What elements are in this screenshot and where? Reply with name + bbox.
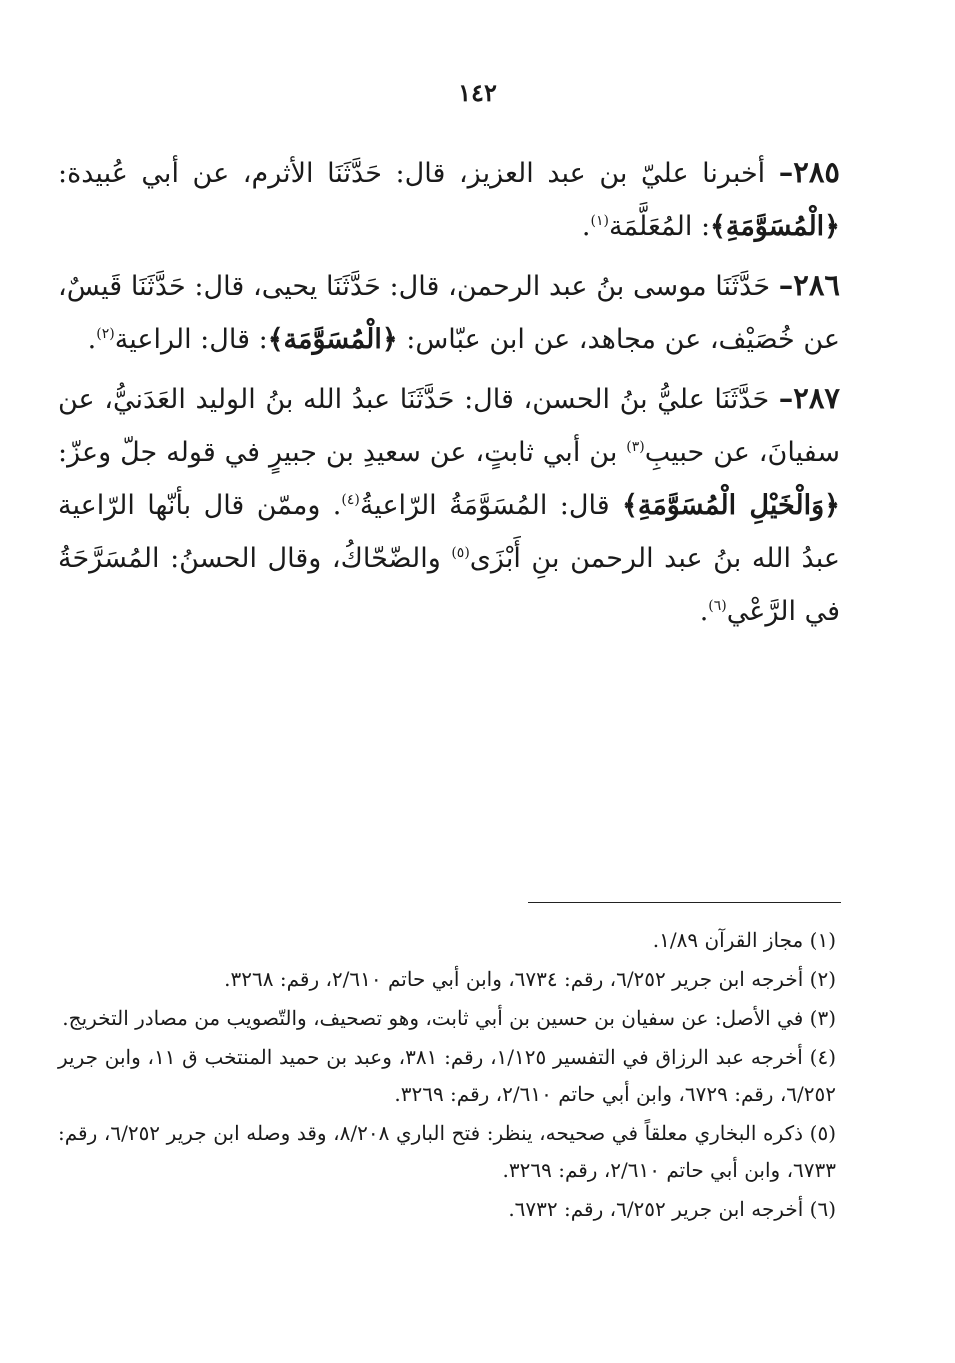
- entry-text: . وممّن قال بأنّها الرّاعية عبدُ الله بنُ عبد الرحمن بنِ أَبْزَى: [58, 490, 840, 574]
- entry-text: حَدَّثَنَا عليُّ بنُ الحسن، قال: حَدَّثَنَا عبدُ الله بنُ الوليد العَدَنيُّ، عن سفيانَ، عن حبيبِ: [58, 384, 840, 468]
- footnote-ref: (٥): [451, 545, 470, 561]
- entry-text: : المُعَلَّمَة: [608, 211, 711, 242]
- entry-number: ٢٨٧: [793, 381, 840, 415]
- footnote-ref: (٤): [341, 492, 360, 508]
- entry-end: .: [581, 211, 591, 242]
- entry-dash: –: [778, 268, 794, 302]
- footnote-number: (٤): [809, 1045, 836, 1069]
- footnote-divider: [528, 902, 841, 903]
- footnote-text: ذكره البخاري معلقاً في صحيحه، ينظر: فتح الباري ٨/٢٠٨، وقد وصله ابن جرير ٦/٢٥٢، رقم: ٦٧٣٣، وابن أبي حاتم ٢/٦١٠، رقم: ٣٢٦٩.: [58, 1121, 836, 1182]
- footnote-ref: (٢): [96, 326, 115, 342]
- footnote-1: [58, 922, 838, 959]
- quran-word: ﴿الْمُسَوَّمَة﴾: [267, 324, 398, 355]
- entry-text: حَدَّثَنَا موسى بنُ عبد الرحمن، قال: حَدَّثَنَا يحيى، قال: حَدَّثَنَا قَيسٌ، عن خُصَيْف، عن مجاهد، عن ابن عبّاس:: [58, 271, 840, 355]
- entry-text: أخبرنا عليّ بن عبد العزيز، قال: حَدَّثَنَا الأثرم، عن أبي عُبيدة:: [58, 158, 779, 189]
- footnote-number: (٢): [809, 967, 836, 991]
- entry-number: ٢٨٦: [793, 268, 840, 302]
- footnote-2: [58, 961, 838, 998]
- footnote-ref: (٦): [708, 598, 727, 614]
- footnote-number: (٣): [809, 1006, 836, 1030]
- entry-dash: –: [778, 381, 794, 415]
- entry-287: [58, 372, 840, 638]
- footnote-3: [58, 1000, 838, 1037]
- footnote-ref: (١): [590, 213, 609, 229]
- entry-text: قال: المُسَوَّمَةُ الرّاعيةُ: [359, 490, 623, 521]
- footnote-text: في الأصل: عن سفيان بن حسين بن أبي ثابت، وهو تصحيف، والتّصويب من مصادر التخريج.: [62, 1006, 810, 1030]
- footnote-ref: (٣): [626, 439, 645, 455]
- entry-text: بن أبي ثابتٍ، عن سعيدِ بن جبيرٍ في قوله جلّ وعزّ:: [58, 437, 627, 468]
- entry-text: : قال: الراعية: [114, 324, 268, 355]
- main-text: [58, 146, 840, 644]
- footnote-text: أخرجه ابن جرير ٦/٢٥٢، رقم: ٦٧٣٤، وابن أبي حاتم ٢/٦١٠، رقم: ٣٢٦٨.: [224, 967, 810, 991]
- quran-word: ﴿الْمُسَوَّمَةِ﴾: [710, 211, 840, 242]
- footnote-5: [58, 1115, 838, 1189]
- footnote-number: (٥): [809, 1121, 836, 1145]
- footnote-text: أخرجه ابن جرير ٦/٢٥٢، رقم: ٦٧٣٢.: [508, 1197, 810, 1221]
- entry-end: .: [87, 324, 97, 355]
- entry-286: [58, 259, 840, 366]
- entry-285: [58, 146, 840, 253]
- quran-word: ﴿وَالْخَيْلِ الْمُسَوَّمَةِ﴾: [622, 490, 840, 521]
- footnote-number: (١): [809, 928, 836, 952]
- footnote-number: (٦): [809, 1197, 836, 1221]
- footnote-6: [58, 1191, 838, 1228]
- footnotes: [58, 922, 838, 1230]
- entry-dash: –: [778, 155, 794, 189]
- page-number: ١٤٢: [458, 78, 497, 107]
- entry-text: والضّحّاكُ، وقال الحسنُ: المُسَرَّحَةُ في الرَّعْي: [58, 543, 840, 627]
- footnote-text: أخرجه عبد الرزاق في التفسير ١/١٢٥، رقم: ٣٨١، وعبد بن حميد المنتخب ق ١١، وابن جرير ٦/٢٥٢، رقم: ٦٧٢٩، وابن أبي حاتم ٢/٦١٠، رقم: ٣٢٦٩.: [58, 1045, 836, 1106]
- entry-number: ٢٨٥: [793, 155, 840, 189]
- entry-end: .: [699, 596, 709, 627]
- footnote-4: [58, 1039, 838, 1113]
- footnote-text: مجاز القرآن ١/٨٩.: [652, 928, 810, 952]
